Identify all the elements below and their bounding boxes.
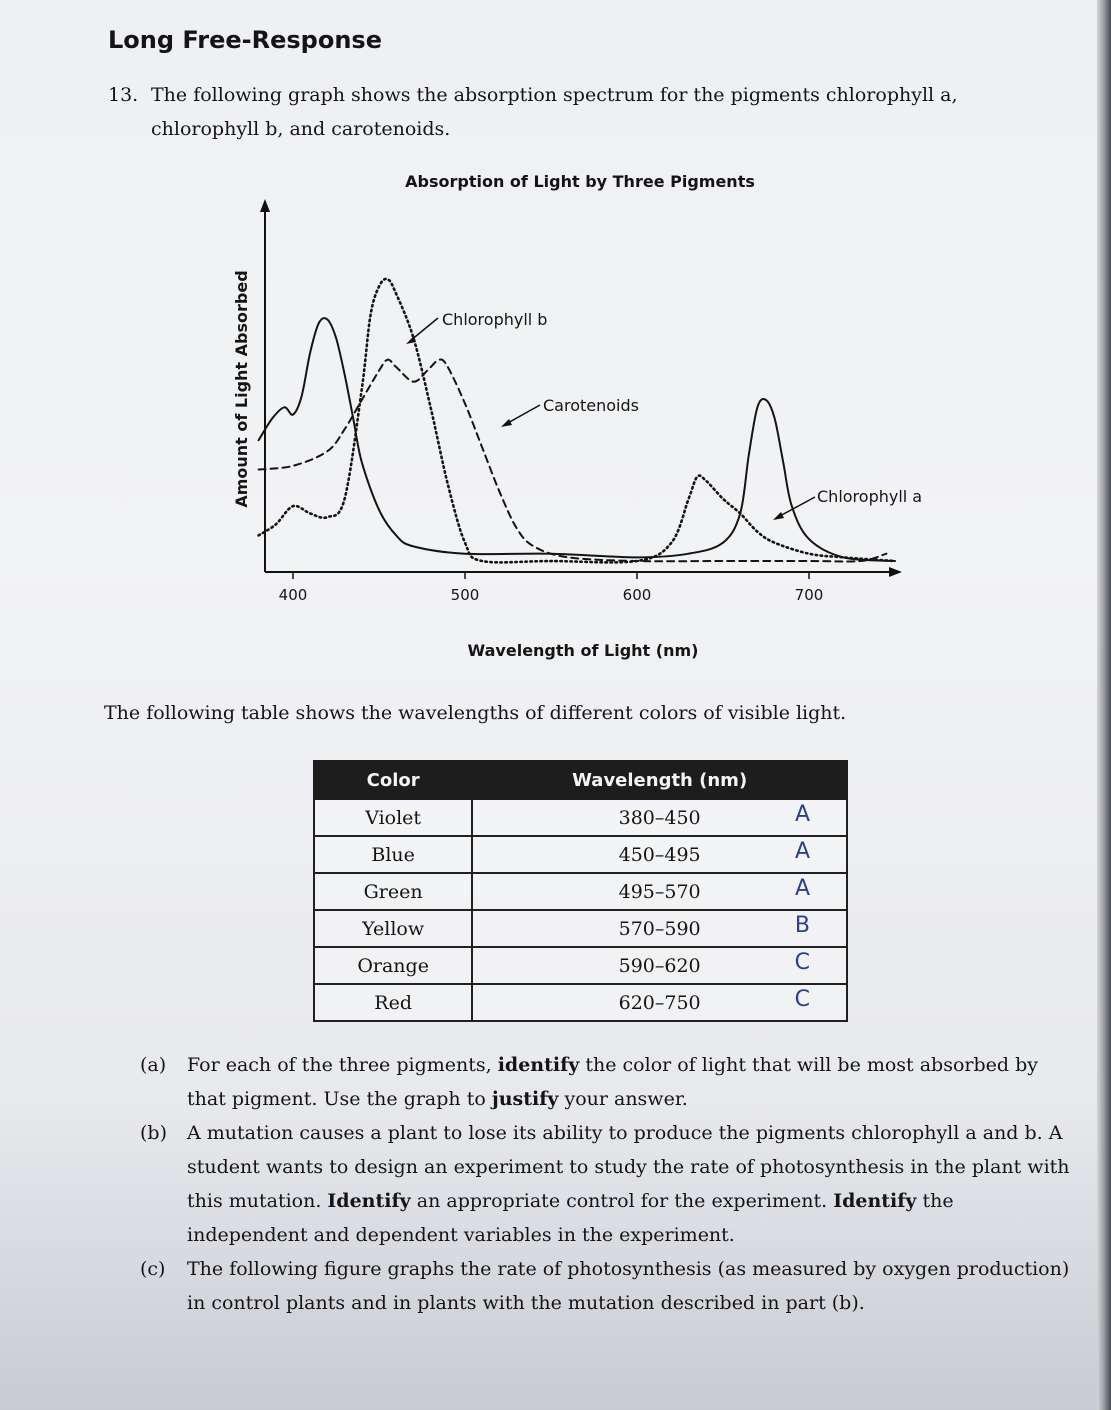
y-axis-label: Amount of Light Absorbed [232,270,251,508]
x-tick-label: 600 [622,586,652,604]
handwritten-mark: B [794,913,810,938]
table-row [314,947,847,984]
cell-color: Green [314,873,472,910]
col-header-color: Color [314,761,472,799]
cell-wavelength: 495–570 [618,880,701,903]
label-chlorophyll-b [406,310,547,344]
part-c-text: The following figure graphs the rate of photosynthesis (as measured by oxygen production) in control plants and in plants with the mutation described in part (b). [187,1258,1070,1314]
part-a-label: (a) [140,1054,167,1076]
handwritten-mark: C [794,987,810,1012]
cell-wavelength: 450–495 [618,843,701,866]
cell-color: Violet [314,799,472,836]
part-a-text: For each of the three pigments, [187,1054,498,1076]
part-b-bold: Identify [833,1190,917,1212]
cell-wavelength: 590–620 [618,954,701,977]
cell-color: Orange [314,947,472,984]
part-b-label: (b) [140,1122,167,1144]
col-header-wavelength: Wavelength (nm) [472,761,847,799]
absorption-chart [0,0,1111,700]
part-a-text: the color of light that will be most absorbed by that pigment. Use the graph to [187,1054,1038,1110]
label-carotenoids [501,396,639,427]
table-row [314,910,847,947]
cell-wavelength: 620–750 [618,991,701,1014]
x-tick-label: 500 [450,586,480,604]
table-header-row [314,761,847,799]
part-b-text: the independent and dependent variables in the experiment. [187,1190,954,1246]
cell-wavelength: 380–450 [618,806,701,829]
table-row [314,799,847,836]
part-c-label: (c) [140,1258,166,1280]
question-parts [140,1048,1070,1320]
x-axis-arrow [889,567,902,577]
section-header: Long Free-Response [108,26,382,54]
part-a-text: your answer. [558,1088,688,1110]
label-carotenoids-text: Carotenoids [543,396,639,415]
table-row [314,984,847,1021]
question-text: The following graph shows the absorption spectrum for the pigments chlorophyll a, chlorophyll b, and carotenoids. [151,84,958,140]
label-chlorophyll-a-text: Chlorophyll a [817,487,923,506]
handwritten-mark: A [794,876,810,901]
part-a-bold: justify [491,1088,559,1110]
table-row [314,873,847,910]
question-number: 13. [108,84,139,106]
part-a [140,1048,1070,1116]
handwritten-mark: A [794,839,810,864]
chart-title: Absorption of Light by Three Pigments [405,172,755,191]
table-row [314,836,847,873]
part-b [140,1116,1070,1252]
cell-color: Yellow [314,910,472,947]
wavelength-table [313,760,848,1022]
x-tick-label: 400 [278,586,308,604]
table-intro: The following table shows the wavelengths of different colors of visible light. [104,702,847,724]
y-axis-arrow [260,199,270,212]
part-a-bold: identify [497,1054,580,1076]
part-b-bold: Identify [327,1190,411,1212]
part-c [140,1252,1070,1320]
label-chlorophyll-b-text: Chlorophyll b [442,310,548,329]
cell-color: Red [314,984,472,1021]
part-b-text: an appropriate control for the experiment. [410,1190,834,1212]
part-b-text: A mutation causes a plant to lose its ability to produce the pigments chlorophyll a and b. A student wants to design an experiment to study the rate of photosynthesis in the plant with this mutation. [187,1122,1070,1212]
x-tick-label: 700 [794,586,824,604]
x-axis-label: Wavelength of Light (nm) [467,641,699,660]
cell-wavelength: 570–590 [618,917,701,940]
handwritten-mark: A [794,802,810,827]
handwritten-mark: C [794,950,810,975]
cell-color: Blue [314,836,472,873]
chart-axes [260,199,902,577]
